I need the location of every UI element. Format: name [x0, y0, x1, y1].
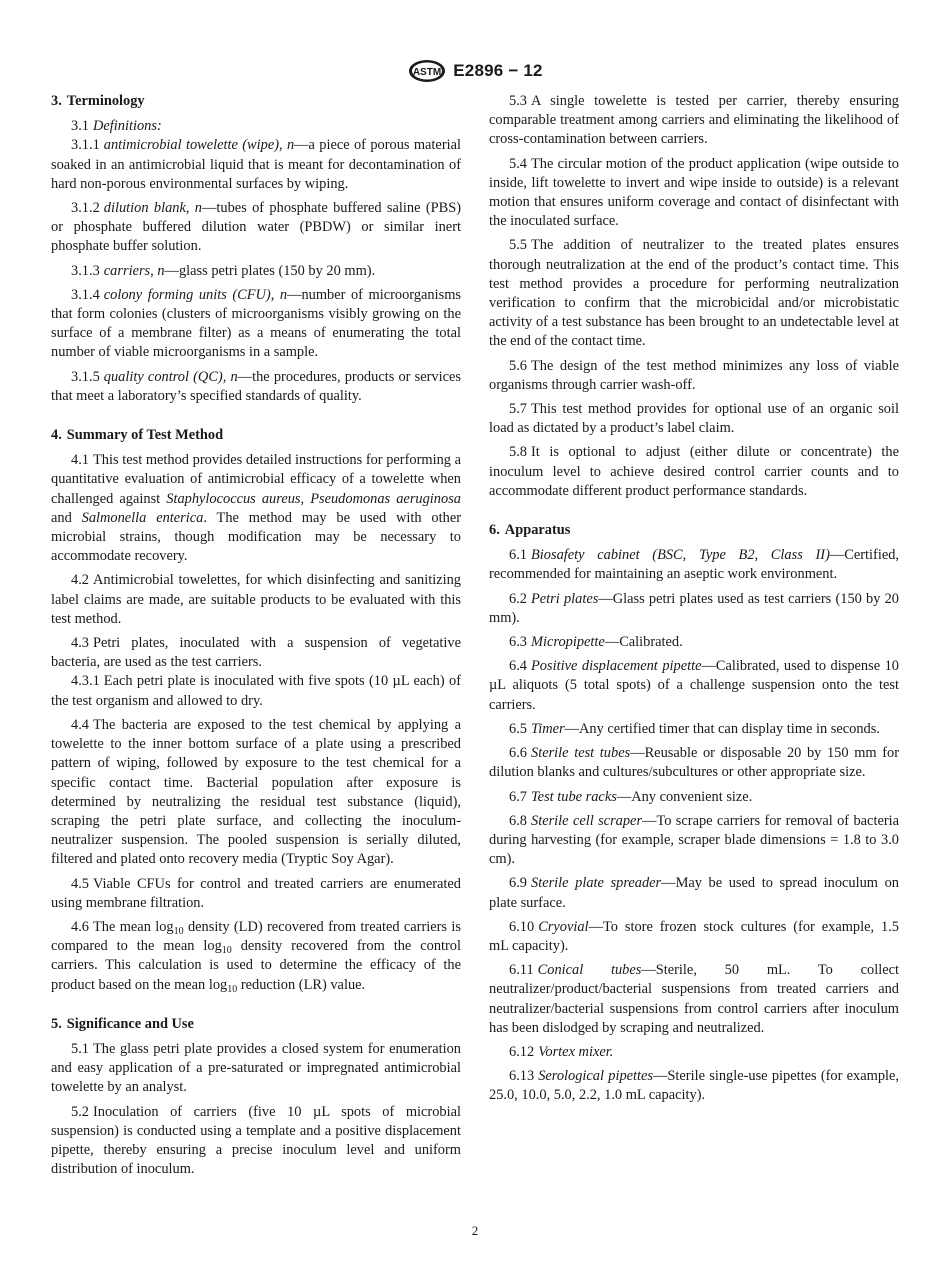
paragraph-6-9: 6.9 Sterile plate spreader—May be used to spread inoculum on plate surface. — [489, 875, 899, 911]
page-header — [0, 56, 950, 86]
paragraph-3-1-2: 3.1.2 dilution blank, n—tubes of phosphate buffered saline (PBS) or phosphate buffered dilution water (PBDW) or similar inert phosphate buffer solution. — [51, 200, 462, 255]
left-column — [51, 92, 461, 1184]
astm-logo-icon — [407, 59, 447, 83]
paragraph-6-4: 6.4 Positive displacement pipette—Calibrated, used to dispense 10 µL aliquots (5 total spots) of a challenge suspension onto the test carriers. — [489, 658, 899, 713]
paragraph-6-7: 6.7 Test tube racks—Any convenient size. — [509, 788, 753, 805]
paragraph-6-5: 6.5 Timer—Any certified timer that can display time in seconds. — [509, 720, 880, 737]
paragraph-5-8: 5.8 It is optional to adjust (either dilute or concentrate) the inoculum level to achieve desired control carrier counts and to accommodate different product performance standards. — [489, 444, 899, 499]
paragraph-4-1: 4.1 This test method provides detailed instructions for performing a quantitative evaluation of antimicrobial efficacy of a towelette when challenged against Staphylococcus aureus, Pseudomonas aeruginosa and Salmonella enterica. The method may be used with other microbial strains, though modification may be necessary to accommodate recovery. — [51, 452, 462, 565]
paragraph-6-1: 6.1 Biosafety cabinet (BSC, Type B2, Class II)—Certified, recommended for maintaining an aseptic work environment. — [489, 547, 899, 583]
paragraph-3-1-3: 3.1.3 carriers, n—glass petri plates (150 by 20 mm). — [71, 262, 376, 279]
paragraph-4-4: 4.4 The bacteria are exposed to the test chemical by applying a towelette to the inner bottom surface of a plate using a prescribed pattern of wiping, followed by exposure to the test chemical for a specific contact time. Bacterial population after exposure is determined by neutralizing the residual test substance (liquid), scraping the petri plate surface, and collecting the inoculum-neutralizer suspension. The pooled suspension is serially diluted, filtered and plated onto recovery media (Tryptic Soy Agar). — [51, 716, 461, 868]
paragraph-3-1-4: 3.1.4 colony forming units (CFU), n—number of microorganisms that form colonies (clusters of microorganisms visibly growing on the surface of a membrane filter) as a means of enumerating the total number of viable microorganisms in a sample. — [51, 286, 461, 361]
section-3-heading: 3. Terminology — [51, 93, 145, 109]
paragraph-5-4: 5.4 The circular motion of the product application (wipe outside to inside, lift towelette to invert and wipe inside to outside) is a relevant motion that ensures uniform coverage and contact of disinfectant with the inoculated surface. — [489, 155, 899, 230]
svg-text:ASTM: ASTM — [413, 67, 442, 78]
paragraph-6-2: 6.2 Petri plates—Glass petri plates used as test carriers (150 by 20 mm). — [489, 590, 899, 626]
section-6-heading: 6. Apparatus — [489, 522, 571, 539]
paragraph-6-3: 6.3 Micropipette—Calibrated. — [509, 634, 683, 651]
page-number: 2 — [471, 1223, 479, 1238]
paragraph-4-3-1: 4.3.1 Each petri plate is inoculated with five spots (10 µL each) of the test organism and allowed to dry. — [51, 673, 461, 709]
paragraph-4-5: 4.5 Viable CFUs for control and treated carriers are enumerated using membrane filtration. — [51, 875, 461, 911]
paragraph-5-6: 5.6 The design of the test method minimizes any loss of viable organisms through carrier wash-off. — [489, 357, 899, 393]
paragraph-5-2: 5.2 Inoculation of carriers (five 10 µL spots of microbial suspension) is conducted using a template and a positive displacement pipette, thereby ensuring a precise inoculum level and uniform distribution of inoculum. — [51, 1103, 461, 1178]
paragraph-6-8: 6.8 Sterile cell scraper—To scrape carriers for removal of bacteria during harvesting (for example, scraper blade dimensions = 1.8 to 3.0 cm). — [489, 812, 900, 868]
paragraph-4-6: 4.6 The mean $\log_{10}$ density (LD) recovered from treated carriers is compared to the mean $\log_{10}$ density recovered from the control carriers. This calculation is used to determine the efficacy of the product based on the mean $\log_{10}$ reduction (LR) value. — [51, 918, 461, 995]
paragraph-4-2: 4.2 Antimicrobial towelettes, for which disinfecting and sanitizing label claims are made, are suitable products to be evaluated with this test method. — [51, 572, 461, 627]
paragraph-3-1: 3.1 Definitions: — [71, 118, 162, 135]
paragraph-4-3: 4.3 Petri plates, inoculated with a suspension of vegetative bacteria, are used as the test carriers. — [51, 635, 461, 671]
paragraph-6-6: 6.6 Sterile test tubes—Reusable or disposable 20 by 150 mm for dilution blanks and cultures/subcultures or other appropriate size. — [489, 745, 899, 781]
paragraph-5-7: 5.7 This test method provides for optional use of an organic soil load as dictated by a product’s label claim. — [489, 401, 899, 437]
paragraph-5-3: 5.3 A single towelette is tested per carrier, thereby ensuring comparable treatment among carriers and eliminating the likelihood of cross-contamination between carriers. — [489, 93, 899, 148]
paragraph-6-11: 6.11 Conical tubes—Sterile, 50 mL. To collect neutralizer/product/bacterial suspensions from treated carriers and neutralizer/bacterial suspensions from control carriers after inoculum has been dislodged by scraping and neutralized. — [489, 962, 899, 1036]
right-column — [489, 92, 899, 1111]
section-4-heading: 4. Summary of Test Method — [51, 427, 224, 444]
paragraph-3-1-5: 3.1.5 quality control (QC), n—the procedures, products or services that meet a laboratory’s specified standards of quality. — [51, 368, 461, 404]
paragraph-6-12: 6.12 Vortex mixer. — [509, 1043, 614, 1060]
paragraph-5-5: 5.5 The addition of neutralizer to the treated plates ensures thorough neutralization at the end of the product’s contact time. This test method provides a procedure for performing neutralization verification to confirm that the microbicidal and/or microbistatic activity of a test substance has been brought to an undetectable level at the end of the contact time. — [489, 237, 899, 350]
paragraph-6-13: 6.13 Serological pipettes—Sterile single-use pipettes (for example, 25.0, 10.0, 5.0, 2.2, 1.0 mL capacity). — [489, 1068, 899, 1104]
paragraph-6-10: 6.10 Cryovial—To store frozen stock cultures (for example, 1.5 mL capacity). — [489, 918, 899, 954]
section-5-heading: 5. Significance and Use — [51, 1015, 194, 1032]
paragraph-3-1-1: 3.1.1 antimicrobial towelette (wipe), n—a piece of porous material soaked in an antimicrobial liquid that is meant for decontamination of hard non-porous environmental surfaces by wiping. — [51, 137, 461, 192]
document-title: E2896 − 12 — [453, 61, 543, 81]
paragraph-5-1: 5.1 The glass petri plate provides a closed system for enumeration and easy application of a pre-saturated or impregnated antimicrobial towelette by an analyst. — [51, 1040, 461, 1096]
